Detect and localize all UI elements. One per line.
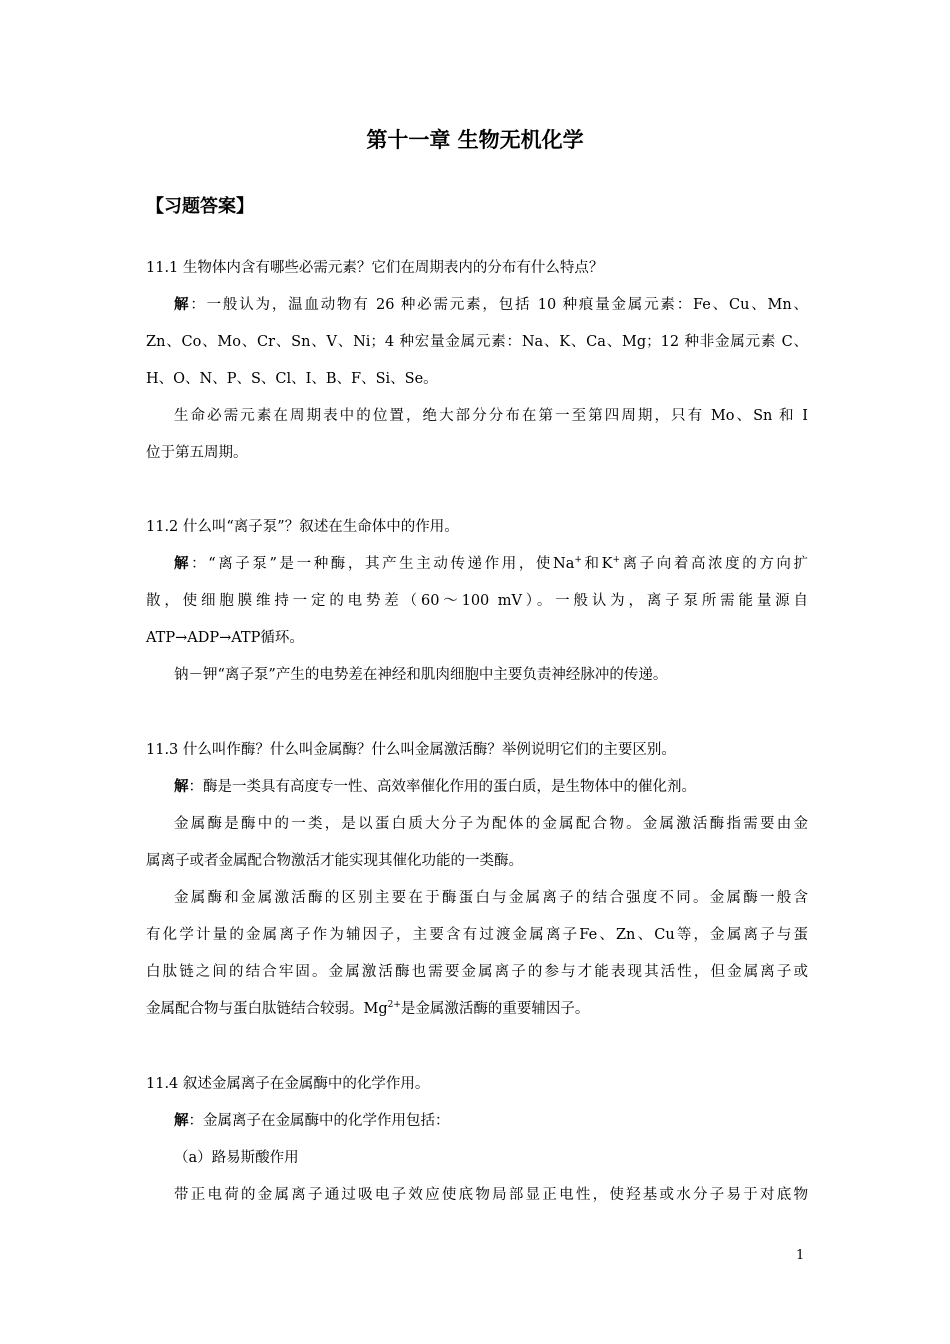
answer-11-2-line (174, 554, 808, 574)
paragraph-11-1-line: 生命必需元素在周期表中的位置，绝大部分分布在第一至第四周期，只有 Mo、Sn 和 I (174, 408, 808, 424)
question-11-1: 11.1 生物体内含有哪些必需元素？它们在周期表内的分布有什么特点？ (146, 260, 604, 276)
answer-text: ：酶是一类具有高度专一性、高效率催化作用的蛋白质，是生物体中的催化剂。 (188, 779, 696, 795)
answer-text: ：“离子泵”是一种酶，其产生主动传递作用，使Na (191, 556, 575, 572)
superscript: + (574, 555, 582, 565)
answer-label: 解 (174, 1112, 189, 1129)
paragraph-11-3-line: 金属酶和金属激活酶的区别主要在于酶蛋白与金属离子的结合强度不同。金属酶一般含 (174, 890, 808, 906)
answer-text: 离子向着高浓度的方向扩 (619, 556, 809, 572)
answer-11-1-line (174, 295, 808, 315)
answer-text: ：一般认为，温血动物有 26 种必需元素，包括 10 种痕量金属元素：Fe、Cu、Mn、 (190, 297, 809, 313)
paragraph-text: 是金属激活酶的重要辅因子。 (400, 1001, 590, 1017)
answer-label: 解 (174, 555, 192, 572)
paragraph-11-1-line: 位于第五周期。 (146, 445, 248, 461)
question-11-3: 11.3 什么叫作酶？什么叫金属酶？什么叫金属激活酶？举例说明它们的主要区别。 (146, 742, 676, 758)
question-11-2: 11.2 什么叫“离子泵”？叙述在生命体中的作用。 (146, 519, 459, 535)
answer-11-2-line: 散，使细胞膜维持一定的电势差（60～100 mV）。一般认为，离子泵所需能量源自 (146, 593, 808, 609)
paragraph-text: 金属配合物与蛋白肽链结合较弱。Mg (146, 1001, 388, 1017)
answer-11-2-line: ATP→ADP→ATP循环。 (146, 630, 304, 646)
answer-11-1-line: Zn、Co、Mo、Cr、Sn、V、Ni；4 种宏量金属元素：Na、K、Ca、Mg；12 种非金属元素 C、 (146, 334, 808, 350)
paragraph-11-3-line: 有化学计量的金属离子作为辅因子，主要含有过渡金属离子Fe、Zn、Cu等，金属离子与蛋 (146, 927, 808, 943)
answer-11-3-line (174, 777, 808, 797)
paragraph-11-3-line (146, 999, 808, 1019)
section-heading: 【习题答案】 (146, 196, 254, 217)
answer-text: 和K (581, 556, 613, 572)
page-number: 1 (796, 1248, 805, 1263)
superscript: + (612, 555, 620, 565)
answer-11-4-line (174, 1111, 808, 1131)
paragraph-11-3-line: 金属酶是酶中的一类，是以蛋白质大分子为配体的金属配合物。金属激活酶指需要由金 (174, 816, 808, 832)
subheading-lewis-acid: （a）路易斯酸作用 (174, 1150, 299, 1166)
paragraph-11-4-line: 带正电荷的金属离子通过吸电子效应使底物局部显正电性，使羟基或水分子易于对底物 (174, 1187, 808, 1203)
paragraph-11-3-line: 白肽链之间的结合牢固。金属激活酶也需要金属离子的参与才能表现其活性，但金属离子或 (146, 964, 808, 980)
answer-label: 解 (174, 778, 189, 795)
paragraph-11-2: 钠－钾“离子泵”产生的电势差在神经和肌肉细胞中主要负责神经脉冲的传递。 (174, 667, 668, 683)
answer-text: ：金属离子在金属酶中的化学作用包括： (188, 1113, 450, 1129)
answer-11-1-line: H、O、N、P、S、Cl、I、B、F、Si、Se。 (146, 371, 438, 387)
superscript: 2+ (387, 1000, 401, 1010)
answer-label: 解 (174, 296, 191, 313)
question-11-4: 11.4 叙述金属离子在金属酶中的化学作用。 (146, 1076, 430, 1092)
chapter-title: 第十一章 生物无机化学 (366, 128, 584, 152)
paragraph-11-3-line: 属离子或者金属配合物激活才能实现其催化功能的一类酶。 (146, 853, 523, 869)
